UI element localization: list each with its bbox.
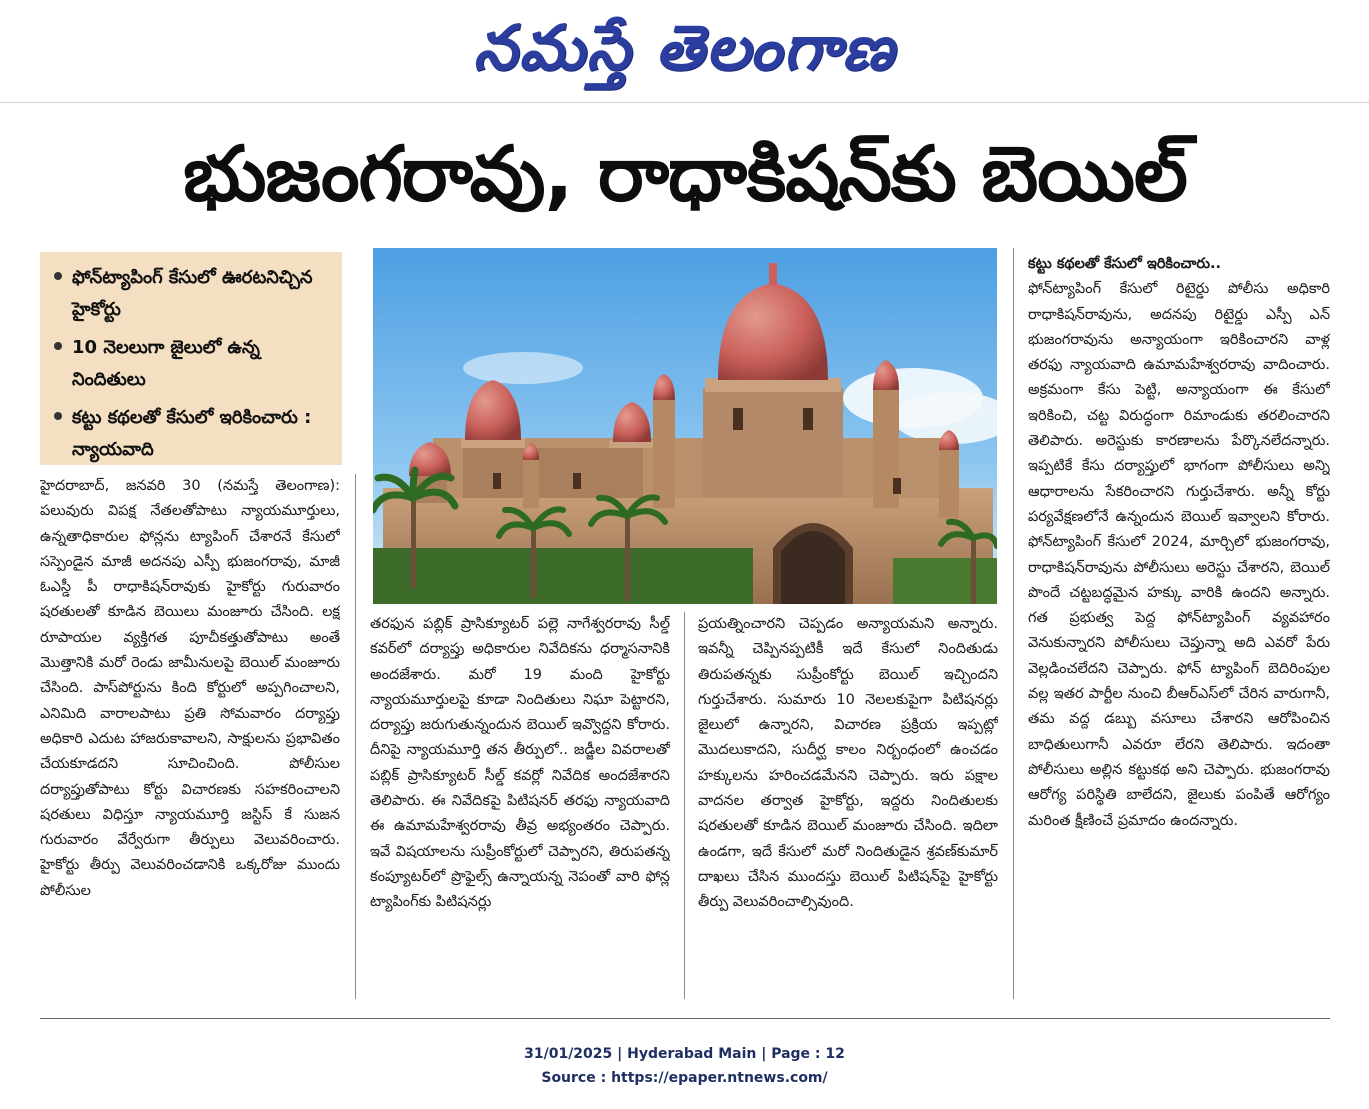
highlight-text: కట్టు కథలతో కేసులో ఇరికించారు : న్యాయవాది <box>72 407 312 460</box>
highlight-text: 10 నెలలుగా జైలులో ఉన్న నిందితులు <box>72 337 260 390</box>
column-text: ప్రయత్నించారని చెప్పడం అన్యాయమని అన్నారు. ఇవన్నీ చెప్పినప్పటికీ ఇదే కేసులో నిందితుడు తిరుపతన్నకు సుప్రీంకోర్టు బెయిల్ ఇచ్చిందని గుర్తుచేశారు. సుమారు 10 నెలలకుపైగా పిటిషనర్లు జైలులో ఉన్నారని, విచారణ ప్రక్రియ ఇప్పట్లో మొదలుకాదని, సుదీర్ఘ కాలం నిర్బంధంలో ఉంచడం హక్కులను హరించడమేనని చెప్పారు. ఇరు పక్షాల వాదనల తర్వాత హైకోర్టు, ఇద్దరు నిందితులకు షరతులతో కూడిన బెయిల్ మంజూరు చేసింది. ఇదిలా ఉండగా, ఇదే కేసులో మరో నిందితుడైన శ్రవణ్‌కుమార్ దాఖలు చేసిన ముందస్తు బెయిల్ పిటిషన్‌పై హైకోర్టు తీర్పు వెలువరించాల్సివుంది. <box>698 616 998 911</box>
highlight-item <box>52 332 334 396</box>
masthead-divider <box>0 102 1369 103</box>
article-column-4 <box>1028 252 1330 1004</box>
footer-source-link[interactable]: Source : https://epaper.ntnews.com/ <box>541 1070 828 1086</box>
article-column-2 <box>370 612 670 1004</box>
highlight-item <box>52 262 334 326</box>
highlight-text: ఫోన్‌ట్యాపింగ్ కేసులో ఊరటనిచ్చిన హైకోర్టు <box>72 267 313 320</box>
footer-date-line: 31/01/2025 | Hyderabad Main | Page : 12 <box>524 1046 845 1062</box>
column-divider <box>684 612 685 999</box>
column-text: ఫోన్‌ట్యాపింగ్ కేసులో రిటైర్డు పోలీసు అధికారి రాధాకిషన్‌రావును, అదనపు రిటైర్డు ఎస్పీ ఎన్ భుజంగరావును అన్యాయంగా ఇరికించారని వాళ్ల తరఫు న్యాయవాది ఉమామహేశ్వరరావు వాదించారు. అక్రమంగా కేసు పెట్టి, అన్యాయంగా ఈ కేసులో ఇరికించి, చట్ట విరుద్ధంగా రిమాండుకు తరలించారని తెలిపారు. అరెస్టుకు కారణాలను పేర్కొనలేదన్నారు. ఇప్పటికే కేసు దర్యాప్తులో భాగంగా పోలీసులు అన్ని ఆధారాలను సేకరించారని గుర్తుచేశారు. అన్నీ కోర్టు పర్యవేక్షణలోనే ఉన్నందున బెయిల్ ఇవ్వాలని కోరారు. ఫోన్‌ట్యాపింగ్ కేసులో 2024, మార్చిలో భుజంగరావు, రాధాకిషన్‌రావును పోలీసులు అరెస్టు చేశారని, బెయిల్ పొందే చట్టబద్ధమైన హక్కు వారికి ఉందని అన్నారు. గత ప్రభుత్వ పెద్ద ఫోన్‌ట్యాపింగ్ వ్యవహారం వెనుకున్నారని పోలీసులు చెప్తున్నా అది ఎవరో పేరు వెల్లడించలేదని చెప్పారు. ఫోన్ ట్యాపింగ్ బెదిరింపుల వల్ల ఇతర పార్టీల నుంచి బీఆర్‌ఎస్‌లో చేరిన వారుగానీ, తమ వద్ద డబ్బు వసూలు చేశారని ఆరోపించిన బాధితులుగానీ ఎవరూ లేరని తెలిపారు. ఇదంతా పోలీసులు అల్లిన కట్టుకథ అని చెప్పారు. భుజంగరావు ఆరోగ్య పరిస్థితి బాలేదని, జైలుకు పంపితే ఆరోగ్యం మరింత క్షీణించే ప్రమాదం ఉందన్నారు. <box>1028 281 1330 829</box>
highlights-box <box>40 252 342 465</box>
masthead-logo: నమస్తే తెలంగాణ <box>473 11 896 84</box>
article-column-1 <box>40 474 340 1004</box>
column-divider <box>1013 248 1014 999</box>
high-court-photo <box>373 248 997 604</box>
article-headline: భుజంగరావు, రాధాకిషన్‌కు బెయిల్ <box>183 129 1187 218</box>
article-column-3 <box>698 612 998 1004</box>
column-divider <box>355 474 356 999</box>
column-text: హైదరాబాద్, జనవరి 30 (నమస్తే తెలంగాణ): పలువురు విపక్ష నేతలతోపాటు న్యాయమూర్తులు, ఉన్నతాధికారుల ఫోన్లను ట్యాపింగ్ చేశారనే కేసులో సస్పెండైన మాజీ అదనపు ఎస్పీ భుజంగరావు, మాజీ ఓఎస్డీ పీ రాధాకిషన్‌రావుకు హైకోర్టు గురువారం షరతులతో కూడిన బెయిలు మంజూరు చేసింది. లక్ష రూపాయల వ్యక్తిగత పూచీకత్తుతోపాటు అంతే మొత్తానికి మరో రెండు జామీనులపై బెయిల్ మంజూరు చేసింది. పాస్‌పోర్టును కింది కోర్టులో అప్పగించాలని, ఎనిమిది వారాలపాటు ప్రతి సోమవారం దర్యాప్తు అధికారి ఎదుట హాజరుకావాలని, సాక్షులను ప్రభావితం చేయకూడదని సూచించింది. పోలీసుల దర్యాప్తుతోపాటు కోర్టు విచారణకు సహకరించాలని షరతులు విధిస్తూ న్యాయమూర్తి జస్టిస్ కే సుజన గురువారం వేర్వేరుగా తీర్పులు వెలువరించారు. హైకోర్టు తీర్పు వెలువరించడానికి ఒక్కరోజు ముందు పోలీసుల <box>40 478 340 899</box>
bullet-icon <box>54 272 62 280</box>
column-text: తరఫున పబ్లిక్ ప్రాసిక్యూటర్ పల్లె నాగేశ్వరరావు సీల్డ్ కవర్‌లో దర్యాప్తు అధికారుల నివేదికను ధర్మాసనానికి అందజేశారు. మరో 19 మంది హైకోర్టు న్యాయమూర్తులపై కూడా నిందితులు నిఘా పెట్టారని, దర్యాప్తు జరుగుతున్నందున బెయిల్ ఇవ్వొద్దని కోరారు. దీనిపై న్యాయమూర్తి తన తీర్పులో.. జడ్జీల వివరాలతో పబ్లిక్ ప్రాసిక్యూటర్ సీల్డ్ కవర్లో నివేదిక అందజేశారని తెలిపారు. ఈ నివేదికపై పిటిషనర్ తరఫు న్యాయవాది ఈ ఉమామహేశ్వరరావు తీవ్ర అభ్యంతరం చెప్పారు. ఇవే విషయాలను సుప్రీంకోర్టులో చెప్పారని, తిరుపతన్న కంప్యూటర్‌లో ప్రొఫైల్స్ ఉన్నాయన్న నెపంతో వారి ఫోన్ల ట్యాపింగ్‌కు పిటిషనర్లు <box>370 616 670 911</box>
footer-divider <box>40 1018 1330 1019</box>
masthead <box>0 0 1369 100</box>
highlight-item <box>52 402 334 466</box>
bullet-icon <box>54 412 62 420</box>
subheading: కట్టు కథలతో కేసులో ఇరికించారు.. <box>1028 256 1221 272</box>
bullet-icon <box>54 342 62 350</box>
